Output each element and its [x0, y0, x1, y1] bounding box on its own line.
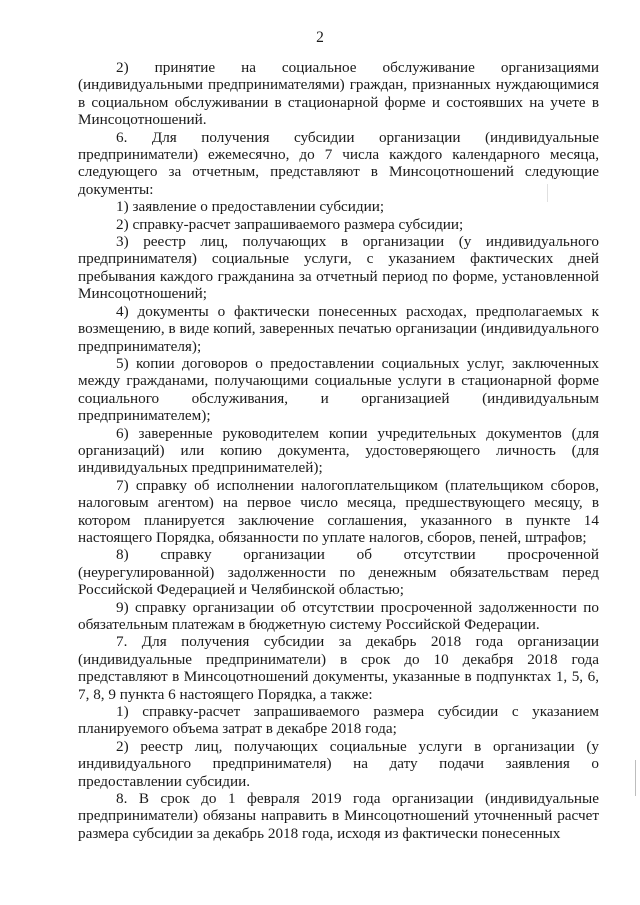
paragraph-clause-6-item-5: 5) копии договоров о предоставлении социальных услуг, заключенных между гражданами, получающими социальные услуги в стационарной форме социального обслуживания, и организацией (индивидуальным предпринимателем); — [78, 354, 599, 425]
scan-artifact-mark — [547, 184, 548, 202]
paragraph-clause-6-item-2: 2) справку-расчет запрашиваемого размера субсидии; — [116, 215, 464, 233]
document-body — [78, 59, 599, 842]
paragraph-clause-6-item-6: 6) заверенные руководителем копии учредительных документов (для организаций) или копию документа, удостоверяющего личность (для индивидуальных предпринимателей); — [78, 424, 599, 477]
scan-edge-mark — [635, 760, 636, 796]
paragraph-clause-6-item-8: 8) справку организации об отсутствии просроченной (неурегулированной) задолженности по денежным обязательствам перед Российской Федерацией и Челябинской областью; — [78, 546, 599, 599]
page-number: 2 — [316, 29, 324, 46]
paragraph-clause-7: 7. Для получения субсидии за декабрь 2018 года организации (индивидуальные предприниматели) в срок до 10 декабря 2018 года представляют в Минсоцотношений документы, указанные в подпунктах 1, 5, 6, 7, 8, 9 пункта 6 настоящего Порядка, а также: — [78, 633, 599, 703]
paragraph-item-2-acceptance: 2) принятие на социальное обслуживание организациями (индивидуальными предпринимателями) граждан, признанных нуждающимися в социальном обслуживании в стационарной форме и состоявших на учете в Минсоцотношений. — [78, 59, 599, 129]
paragraph-clause-6-item-1: 1) заявление о предоставлении субсидии; — [116, 198, 385, 216]
paragraph-clause-6: 6. Для получения субсидии организации (индивидуальные предприниматели) ежемесячно, до 7 числа каждого календарного месяца, следующего за отчетным, представляют в Минсоцотношений следующие документы: — [78, 128, 599, 198]
paragraph-clause-6-item-7: 7) справку об исполнении налогоплательщиком (плательщиком сборов, налоговым агентом) на первое число месяца, предшествующего месяцу, в котором планируется заключение соглашения, указанного в пункте 14 настоящего Порядка, обязанности по уплате налогов, сборов, пеней, штрафов; — [78, 476, 599, 546]
paragraph-clause-7-item-2: 2) реестр лиц, получающих социальные услуги в организации (у индивидуального предпринимателя) на дату подачи заявления о предоставлении субсидии. — [78, 737, 599, 790]
paragraph-clause-8: 8. В срок до 1 февраля 2019 года организации (индивидуальные предприниматели) обязаны направить в Минсоцотношений уточненный расчет размера субсидии за декабрь 2018 года, исходя из фактически понесенных — [78, 790, 599, 842]
paragraph-clause-6-item-3: 3) реестр лиц, получающих в организации (у индивидуального предпринимателя) социальные услуги, с указанием фактических дней пребывания каждого гражданина за отчетный период по форме, установленной Минсоцотношений; — [78, 233, 599, 303]
paragraph-clause-6-item-4: 4) документы о фактически понесенных расходах, предполагаемых к возмещению, в виде копий, заверенных печатью организации (индивидуального предпринимателя); — [78, 302, 599, 355]
paragraph-clause-7-item-1: 1) справку-расчет запрашиваемого размера субсидии с указанием планируемого объема затрат в декабре 2018 года; — [78, 703, 599, 738]
paragraph-clause-6-item-9: 9) справку организации об отсутствии просроченной задолженности по обязательным платежам в бюджетную систему Российской Федерации. — [78, 598, 599, 633]
